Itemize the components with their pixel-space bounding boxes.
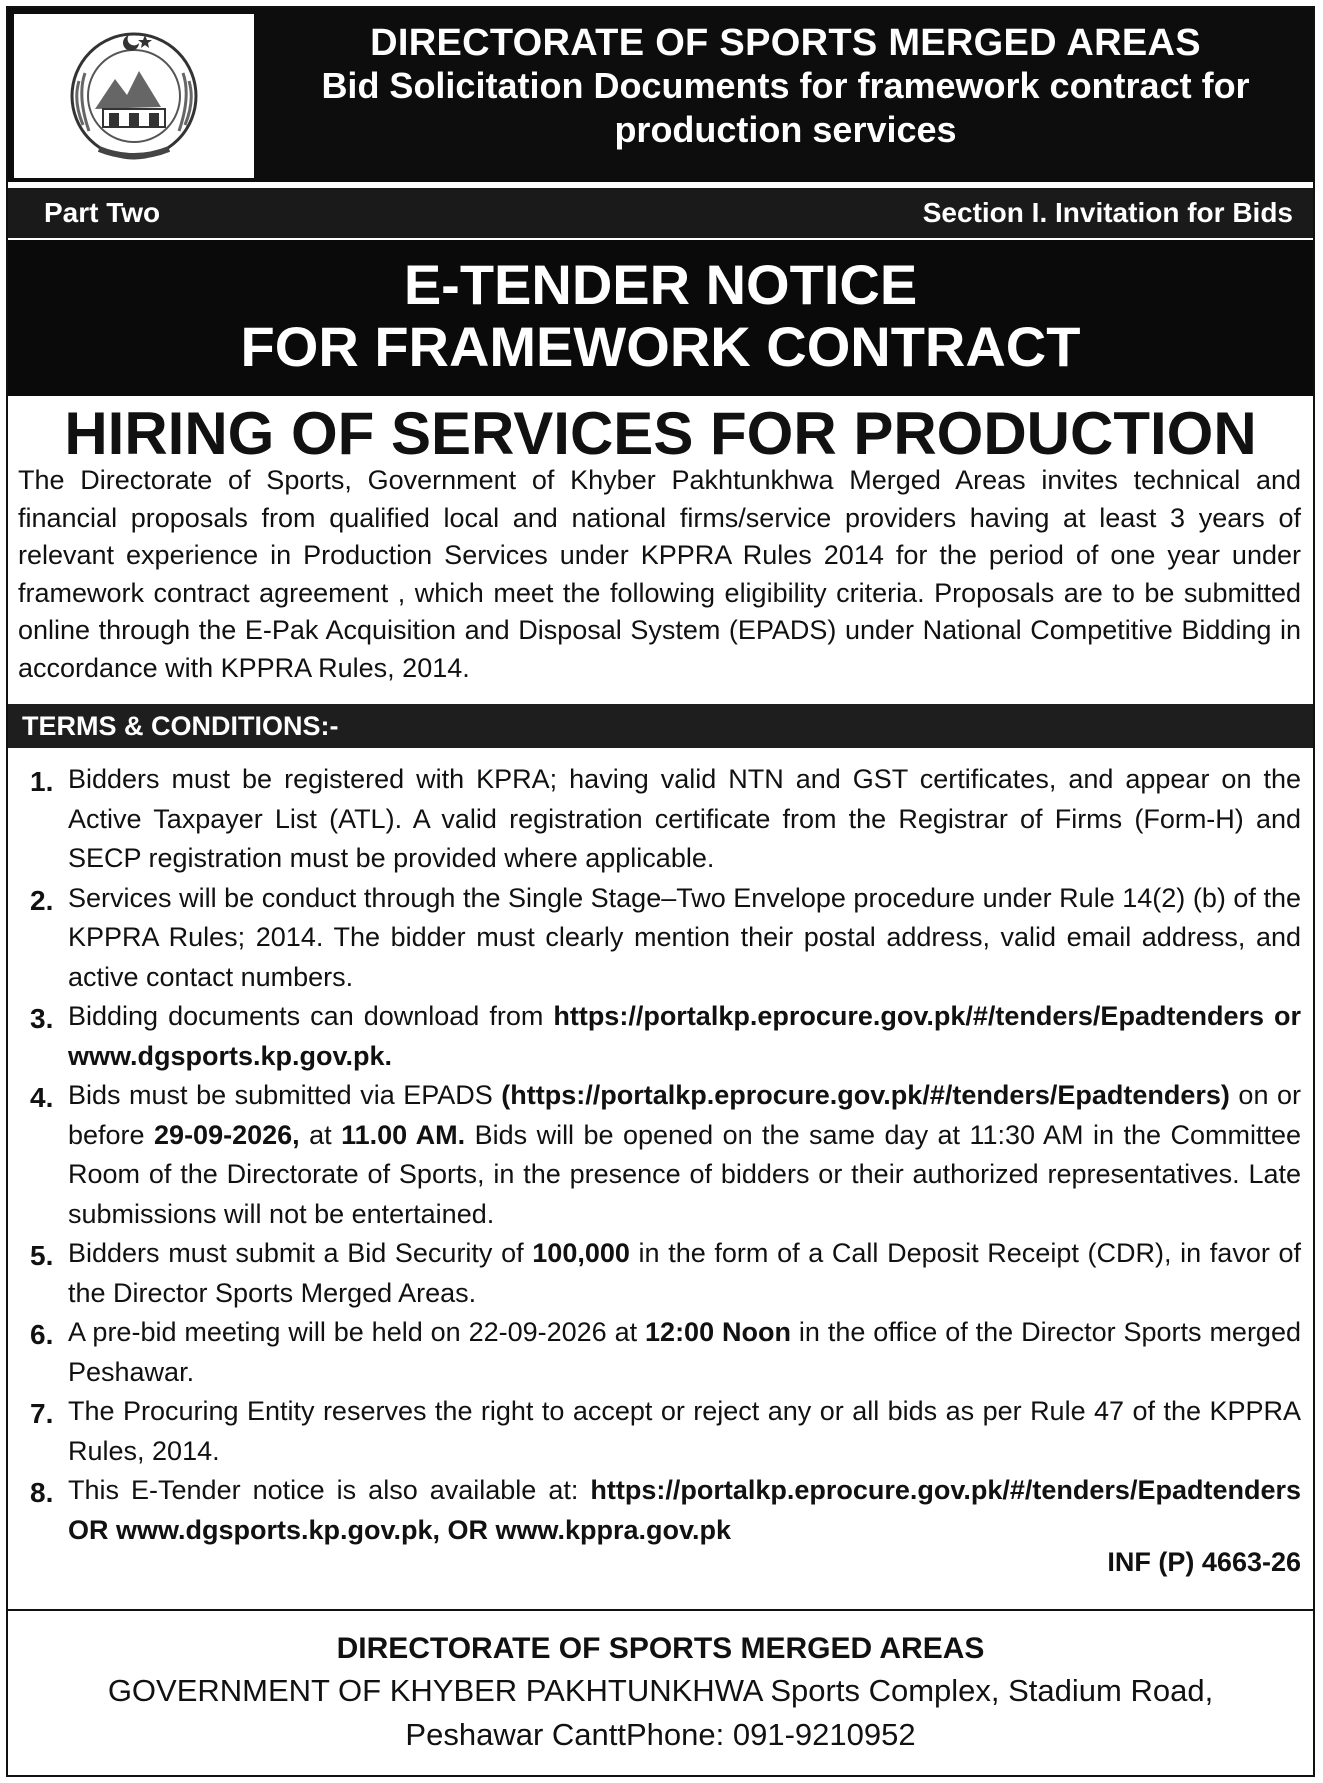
term-number: 4. <box>30 1082 54 1113</box>
term-item-3 <box>18 997 1301 1076</box>
term-number: 2. <box>30 884 54 916</box>
term-text: Bidding documents can download from <box>68 1001 554 1031</box>
section-label: Section I. Invitation for Bids <box>922 197 1293 228</box>
term-text: Bidders must submit a Bid Security of <box>68 1238 533 1268</box>
footer-org: DIRECTORATE OF SPORTS MERGED AREAS <box>336 1632 985 1665</box>
term-item-5 <box>18 1234 1301 1313</box>
term-item-7 <box>18 1392 1301 1471</box>
terms-heading: TERMS & CONDITIONS:- <box>22 711 339 741</box>
term-item-2 <box>18 879 1301 998</box>
term-number: 1. <box>30 766 54 797</box>
footer <box>8 1609 1313 1777</box>
term-text: Bids will be opened on the same day at 11:30 AM in the Committee Room of the Directorate of Sports, in the presence of bidders or their authorized representatives. Late submissions will not be entertained. <box>68 1119 1301 1229</box>
header-subtitle-line1: Bid Solicitation Documents for framework contract for <box>321 65 1250 106</box>
term-number: 8. <box>30 1477 54 1508</box>
availability-links[interactable]: https://portalkp.eprocure.gov.pk/#/tenders/Epadtenders OR www.dgsports.kp.gov.pk, OR www.kppra.gov.pk <box>68 1475 1301 1545</box>
bid-security-amount: 100,000 <box>532 1238 630 1268</box>
terms-list <box>18 760 1301 1550</box>
term-text: Bids must be submitted via EPADS <box>68 1080 502 1110</box>
term-number: 5. <box>30 1240 54 1271</box>
footer-phone: Peshawar CanttPhone: 091-9210952 <box>405 1717 916 1752</box>
header-banner <box>8 8 1313 182</box>
term-text: Services will be conduct through the Single Stage–Two Envelope procedure under Rule 14(2) (b) of the KPPRA Rules; 2014. The bidder must clearly mention their postal address, valid email address, and active contact numbers. <box>68 882 1301 992</box>
term-text: This E-Tender notice is also available at: <box>68 1475 591 1505</box>
download-links[interactable]: https://portalkp.eprocure.gov.pk/#/tenders/Epadtenders or www.dgsports.kp.gov.pk. <box>68 1001 1301 1071</box>
terms-heading-bar <box>8 704 1313 748</box>
term-number: 3. <box>30 1003 54 1034</box>
part-label: Part Two <box>44 197 161 228</box>
term-text: at <box>299 1119 342 1150</box>
header-text <box>268 22 1303 152</box>
hiring-heading: HIRING OF SERVICES FOR PRODUCTION <box>64 400 1257 467</box>
logo-box <box>14 14 254 178</box>
submission-time: 11.00 AM. <box>341 1119 466 1150</box>
term-text: on or before <box>68 1080 1301 1150</box>
epads-link[interactable]: (https://portalkp.eprocure.gov.pk/#/tenders/Epadtenders) <box>501 1080 1230 1110</box>
term-text: The Procuring Entity reserves the right to accept or reject any or all bids as per Rule 47 of the KPPRA Rules, 2014. <box>68 1396 1301 1466</box>
submission-date: 29-09-2026, <box>154 1119 300 1150</box>
inf-reference: INF (P) 4663-26 <box>1107 1547 1301 1577</box>
header-subtitle-line2: production services <box>614 109 957 150</box>
etender-title-line2: FOR FRAMEWORK CONTRACT <box>240 315 1081 378</box>
term-item-8 <box>18 1471 1301 1550</box>
org-name: DIRECTORATE OF SPORTS MERGED AREAS <box>370 22 1201 64</box>
term-number: 6. <box>30 1319 54 1350</box>
term-text: Bidders must be registered with KPRA; having valid NTN and GST certificates, and appear on the Active Taxpayer List (ATL). A valid registration certificate from the Registrar of Firms (Form-H) and SECP registration must be provided where applicable. <box>68 764 1301 873</box>
term-text: in the form of a Call Deposit Receipt (CDR), in favor of the Director Sports Merged Areas. <box>68 1238 1301 1308</box>
footer-address: GOVERNMENT OF KHYBER PAKHTUNKHWA Sports Complex, Stadium Road, <box>107 1673 1214 1708</box>
pre-bid-time: 12:00 Noon <box>645 1317 791 1347</box>
khyber-pakhtunkhwa-emblem-icon <box>59 21 209 171</box>
term-item-1 <box>18 760 1301 879</box>
term-text: in the office of the Director Sports merged Peshawar. <box>68 1317 1301 1387</box>
term-item-4 <box>18 1076 1301 1234</box>
tender-notice-page <box>6 6 1315 1777</box>
part-bar <box>8 188 1313 238</box>
etender-title-block <box>8 240 1313 396</box>
intro-paragraph: The Directorate of Sports, Government of Khyber Pakhtunkhwa Merged Areas invites technical and financial proposals from qualified local and national firms/service providers having at least 3 years of relevant experience in Production Services under KPPRA Rules 2014 for the period of one year under framework contract agreement , which meet the following eligibility criteria. Proposals are to be submitted online through the E-Pak Acquisition and Disposal System (EPADS) under National Competitive Bidding in accordance with KPPRA Rules, 2014. <box>18 465 1301 683</box>
etender-title-line1: E-TENDER NOTICE <box>403 253 918 316</box>
term-number: 7. <box>30 1398 54 1429</box>
term-item-6 <box>18 1313 1301 1392</box>
term-text: A pre-bid meeting will be held on 22-09-2026 at <box>68 1317 646 1347</box>
